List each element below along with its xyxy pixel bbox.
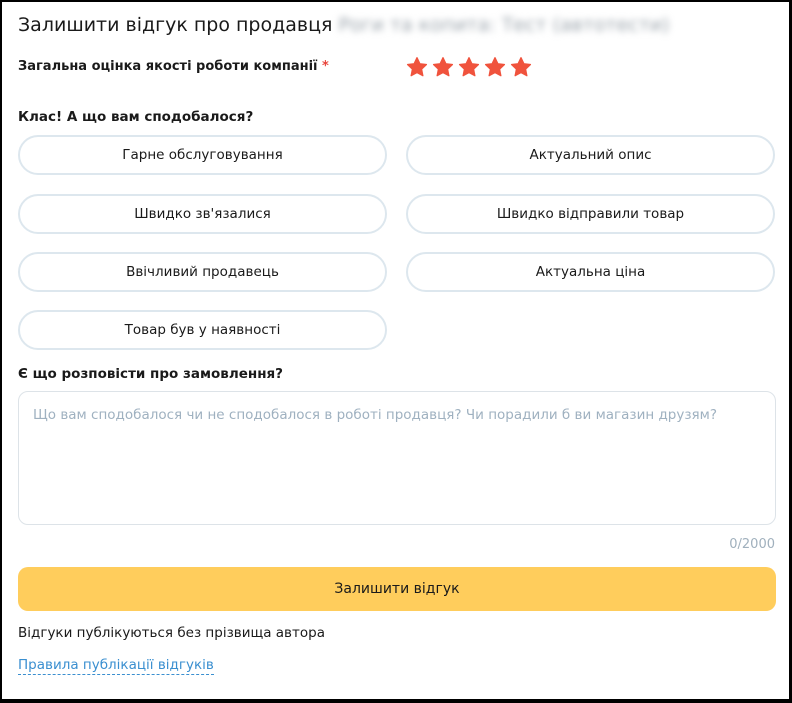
char-counter: 0/2000 — [729, 537, 775, 552]
comment-textarea[interactable] — [18, 391, 776, 525]
chip-good-service[interactable]: Гарне обслуговування — [18, 135, 387, 175]
page-title — [18, 14, 670, 36]
title-text: Залишити відгук про продавця — [18, 14, 333, 36]
star-icon-1[interactable] — [406, 56, 428, 78]
publication-rules-link[interactable]: Правила публікації відгуків — [18, 657, 214, 673]
likes-label: Клас! А що вам сподобалося? — [18, 109, 254, 125]
chip-polite-seller[interactable]: Ввічливий продавець — [18, 252, 387, 292]
submit-review-button[interactable]: Залишити відгук — [18, 567, 776, 611]
chip-quick-contact[interactable]: Швидко зв'язалися — [18, 194, 387, 234]
seller-name: Роги та копита: Тест (автотести) — [338, 14, 670, 36]
chip-actual-description[interactable]: Актуальний опис — [406, 135, 775, 175]
review-form-panel — [2, 2, 789, 699]
anonymity-note: Відгуки публікуються без прізвища автора — [18, 625, 325, 641]
comment-label: Є що розповісти про замовлення? — [18, 366, 284, 382]
rating-label — [18, 59, 329, 74]
chip-quick-shipping[interactable]: Швидко відправили товар — [406, 194, 775, 234]
chip-in-stock[interactable]: Товар був у наявності — [18, 310, 387, 350]
star-icon-2[interactable] — [432, 56, 454, 78]
chip-actual-price[interactable]: Актуальна ціна — [406, 252, 775, 292]
star-icon-3[interactable] — [458, 56, 480, 78]
rating-stars — [406, 56, 532, 78]
rating-label-text: Загальна оцінка якості роботи компанії — [18, 59, 318, 74]
required-mark: * — [322, 59, 329, 74]
star-icon-4[interactable] — [484, 56, 506, 78]
star-icon-5[interactable] — [510, 56, 532, 78]
